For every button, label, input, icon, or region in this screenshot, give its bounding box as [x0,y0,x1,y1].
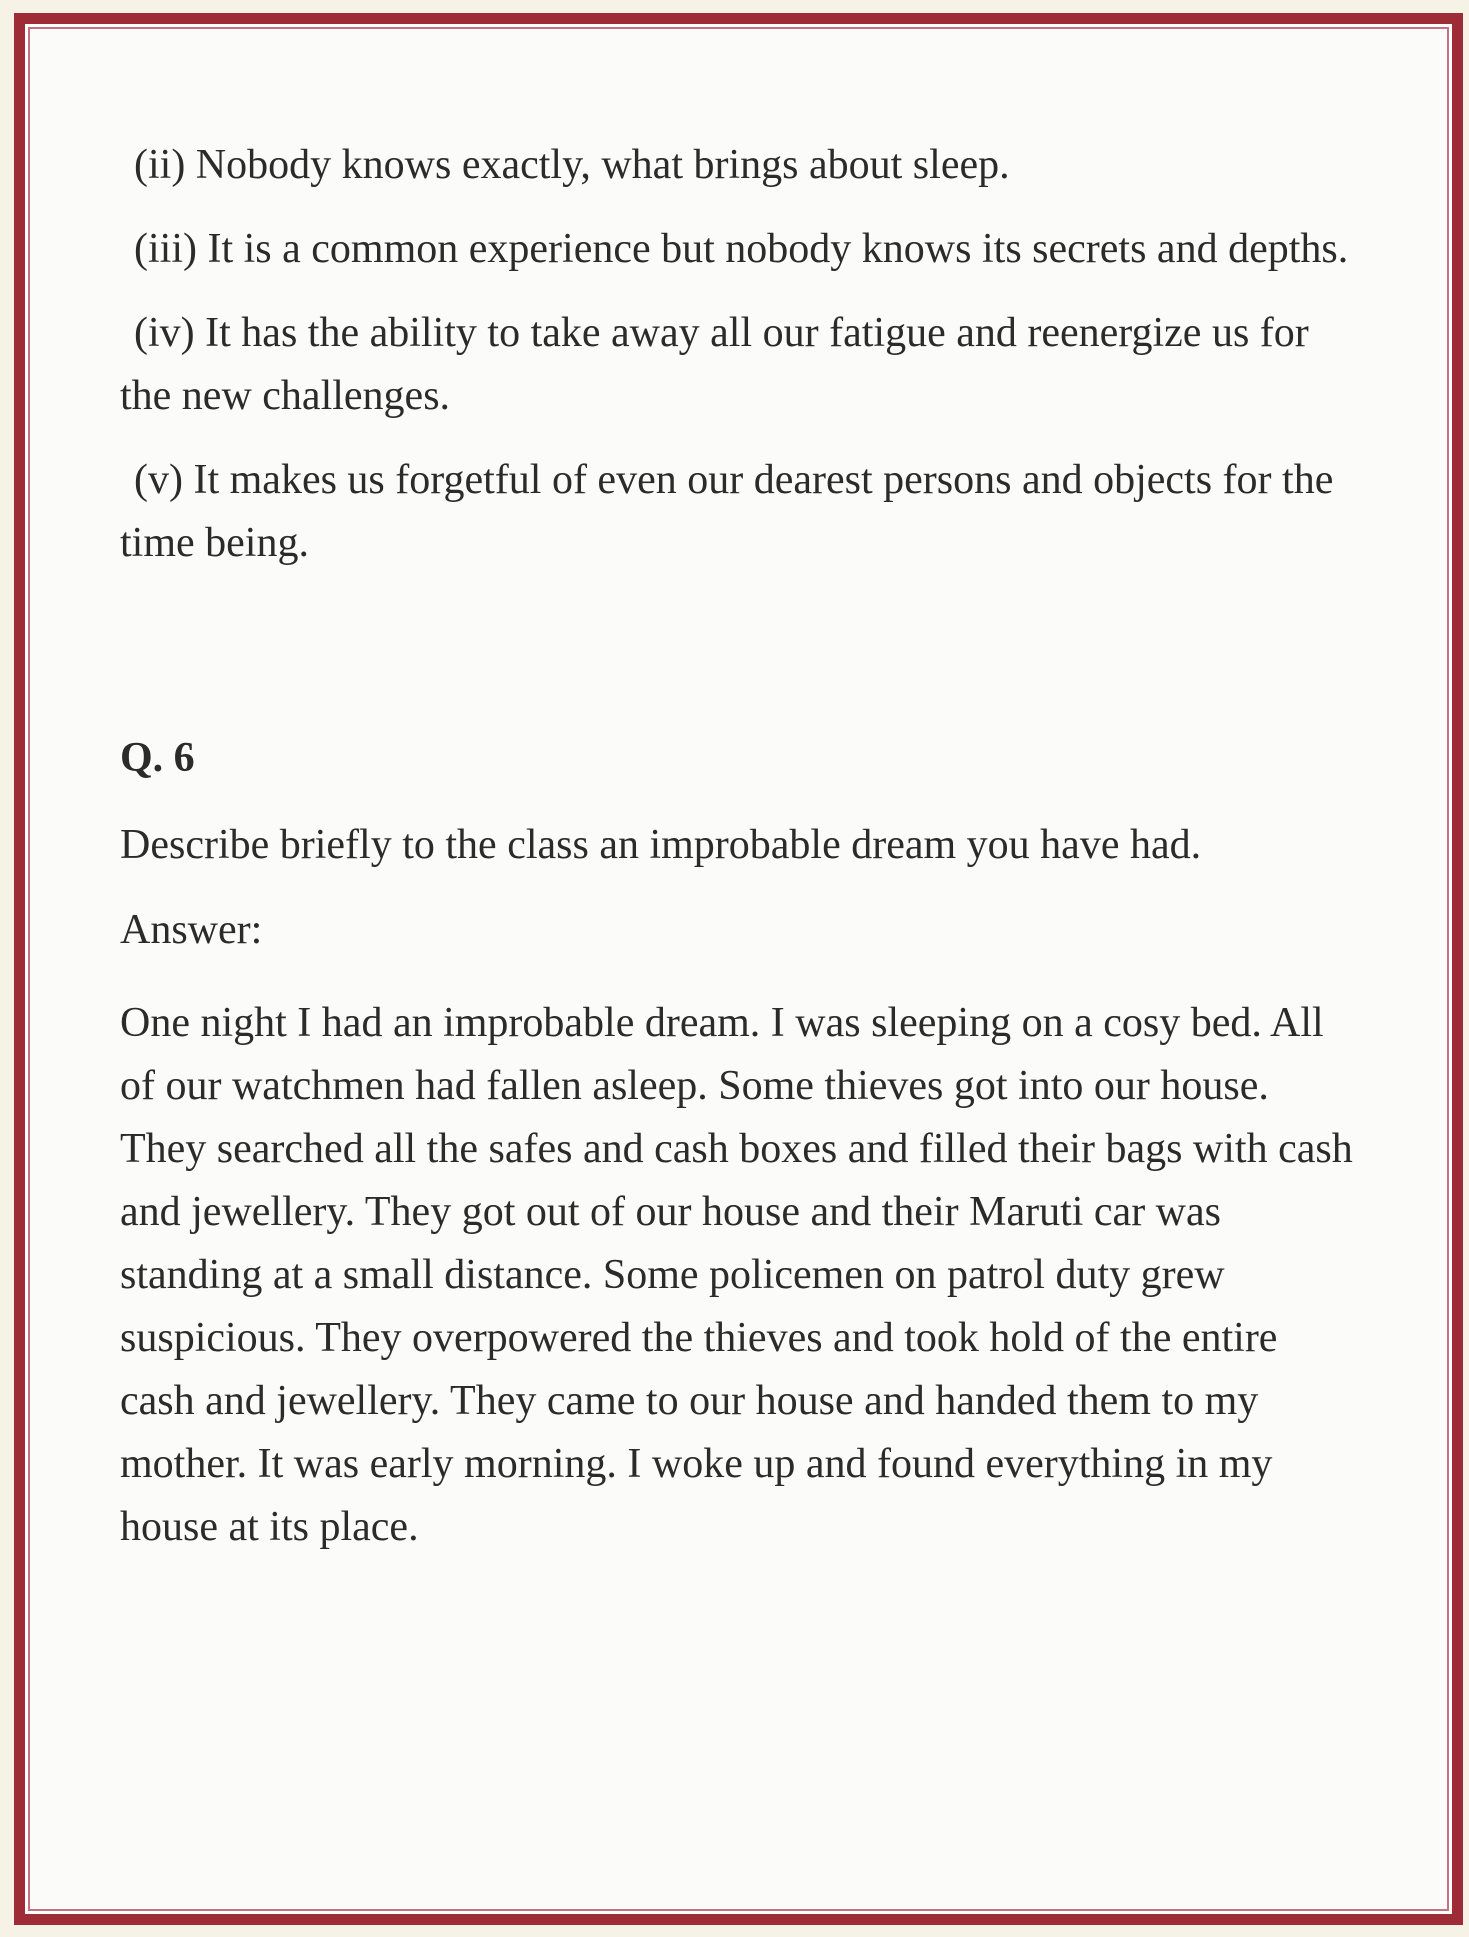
answer-paragraph: One night I had an improbable dream. I was sleeping on a cosy bed. All of our watchmen had fallen asleep. Some thieves got into our house. They searched all the safes and cash boxes and filled their bags with cash and jewellery. They got out of our house and their Maruti car was standing at a small distance. Some policemen on patrol duty grew suspicious. They overpowered the thieves and took hold of the entire cash and jewellery. They came to our house and handed them to my mother. It was early morning. I woke up and found everything in my house at its place. [120,1000,1353,1550]
answer-point-ii: (ii) Nobody knows exactly, what brings about sleep. [134,142,1010,188]
page-frame [14,13,1463,1925]
paper [28,27,1449,1911]
text-column [120,134,1360,1559]
question-number: Q. 6 [120,735,195,781]
answer-point-v: (v) It makes us forgetful of even our dearest persons and objects for the time being. [120,457,1334,566]
answer-point-iii: (iii) It is a common experience but nobody knows its secrets and depths. [134,226,1349,272]
question-text: Describe briefly to the class an improbable dream you have had. [120,822,1202,868]
answer-point-iv: (iv) It has the ability to take away all our fatigue and reenergize us for the new challenges. [120,310,1309,419]
answer-label: Answer: [120,907,263,953]
